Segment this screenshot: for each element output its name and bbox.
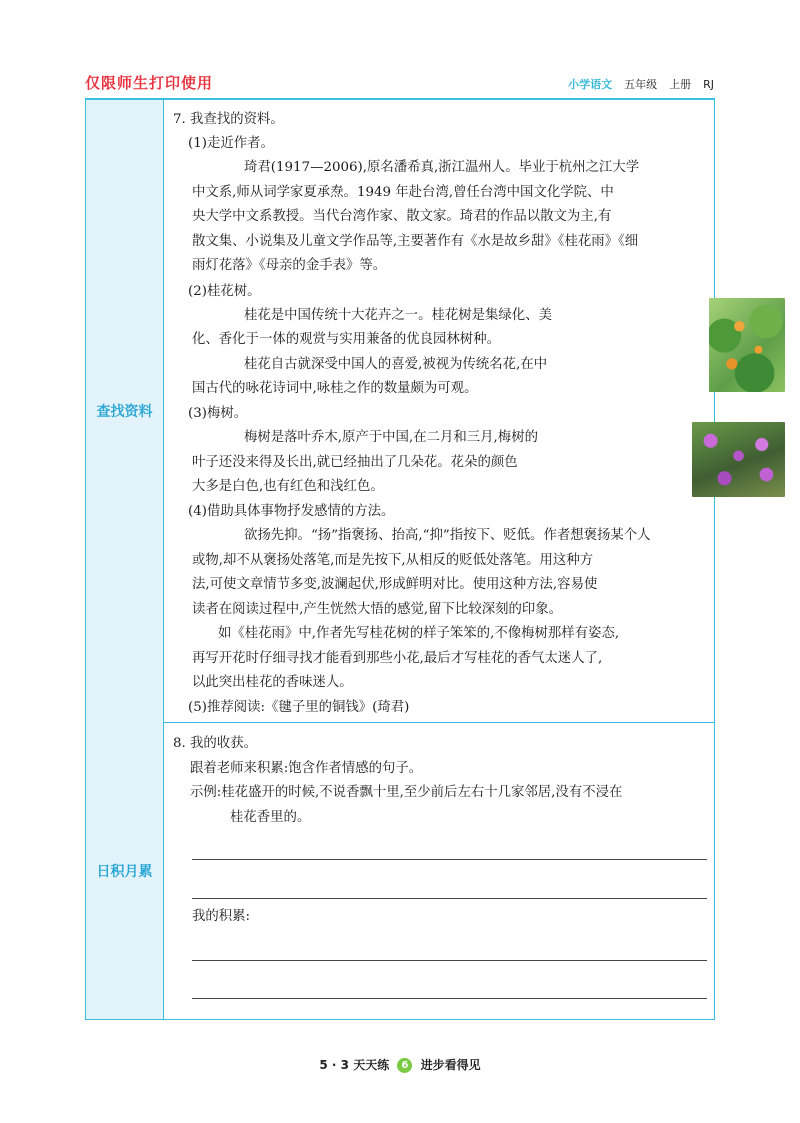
research-section — [86, 100, 714, 723]
footer-brand: 5 · 3 天天练 — [319, 1058, 390, 1072]
item1-line: 琦君(1917—2006),原名潘希真,浙江温州人。毕业于杭州之江大学 — [244, 160, 640, 175]
answer-line[interactable] — [192, 859, 707, 860]
item2-line: 化、香化于一体的观赏与实用兼备的优良园林树种。 — [192, 332, 500, 347]
research-section-label: 查找资料 — [96, 404, 153, 420]
worksheet-table — [85, 100, 715, 1020]
item4-line: 读者在阅读过程中,产生恍然大悟的感觉,留下比较深刻的印象。 — [192, 602, 563, 617]
item4-line: 法,可使文章情节多变,波澜起伏,形成鲜明对比。使用这种方法,容易使 — [192, 577, 598, 592]
item1-line: 中文系,师从词学家夏承焘。1949 年赴台湾,曾任台湾中国文化学院、中 — [192, 185, 614, 200]
header-edition: RJ — [703, 78, 714, 91]
accumulate-instruction: 跟着老师来积累:饱含作者情感的句子。 — [190, 761, 423, 776]
header-book-info — [568, 76, 714, 92]
header-print-notice: 仅限师生打印使用 — [85, 74, 214, 92]
my-accumulation-label: 我的积累: — [192, 909, 251, 924]
question-8-title: 8. 我的收获。 — [173, 736, 257, 751]
accumulation-section-label-cell — [86, 722, 164, 1019]
item2-title: (2)桂花树。 — [188, 284, 261, 299]
item1-title: (1)走近作者。 — [188, 136, 274, 151]
example-sentence-line: 桂花香里的。 — [230, 810, 311, 825]
research-section-content — [164, 100, 714, 722]
item4-line: 如《桂花雨》中,作者先写桂花树的样子笨笨的,不像梅树那样有姿态, — [218, 626, 620, 641]
answer-line[interactable] — [192, 998, 707, 999]
item5-recommended-reading: (5)推荐阅读:《毽子里的铜钱》(琦君) — [188, 700, 410, 715]
page-footer — [0, 1056, 800, 1073]
answer-line[interactable] — [192, 898, 707, 899]
plum-blossom-photo — [692, 422, 785, 497]
item4-line: 再写开花时仔细寻找才能看到那些小花,最后才写桂花的香气太迷人了, — [192, 651, 603, 666]
item4-line: 欲扬先抑。“扬”指褒扬、抬高,“抑”指按下、贬低。作者想褒扬某个人 — [244, 528, 651, 543]
item2-line: 国古代的咏花诗词中,咏桂之作的数量颇为可观。 — [192, 381, 478, 396]
question-7-title: 7. 我查找的资料。 — [173, 112, 284, 127]
item3-line: 大多是白色,也有红色和浅红色。 — [192, 479, 384, 494]
header-subject: 小学语文 — [568, 78, 613, 91]
item4-line: 或物,却不从褒扬处落笔,而是先按下,从相反的贬低处落笔。用这种方 — [192, 553, 594, 568]
item1-line: 央大学中文系教授。当代台湾作家、散文家。琦君的作品以散文为主,有 — [192, 209, 612, 224]
osmanthus-photo — [709, 298, 785, 392]
accumulation-section-label: 日积月累 — [96, 863, 153, 880]
item3-title: (3)梅树。 — [188, 406, 248, 421]
item4-line: 以此突出桂花的香味迷人。 — [192, 675, 353, 690]
answer-line[interactable] — [192, 960, 707, 961]
item3-line: 叶子还没来得及长出,就已经抽出了几朵花。花朵的颜色 — [192, 455, 518, 470]
header-volume: 上册 — [669, 78, 692, 91]
item3-line: 梅树是落叶乔木,原产于中国,在二月和三月,梅树的 — [244, 430, 538, 445]
item1-line: 雨灯花落》《母亲的金手表》等。 — [192, 258, 387, 273]
example-sentence-line: 示例:桂花盛开的时候,不说香飘十里,至少前后左右十几家邻居,没有不浸在 — [190, 785, 623, 800]
item2-line: 桂花是中国传统十大花卉之一。桂花树是集绿化、美 — [244, 308, 552, 323]
accumulation-section — [86, 722, 714, 1019]
footer-slogan: 进步看得见 — [420, 1058, 481, 1072]
header-grade: 五年级 — [624, 78, 658, 91]
item4-title: (4)借助具体事物抒发感情的方法。 — [188, 504, 395, 519]
page-number-badge: 6 — [397, 1058, 412, 1073]
research-section-label-cell — [86, 100, 164, 722]
item1-line: 散文集、小说集及儿童文学作品等,主要著作有《水是故乡甜》《桂花雨》《细 — [192, 234, 639, 249]
item2-line: 桂花自古就深受中国人的喜爱,被视为传统名花,在中 — [244, 357, 548, 372]
accumulation-section-content — [164, 722, 714, 1019]
